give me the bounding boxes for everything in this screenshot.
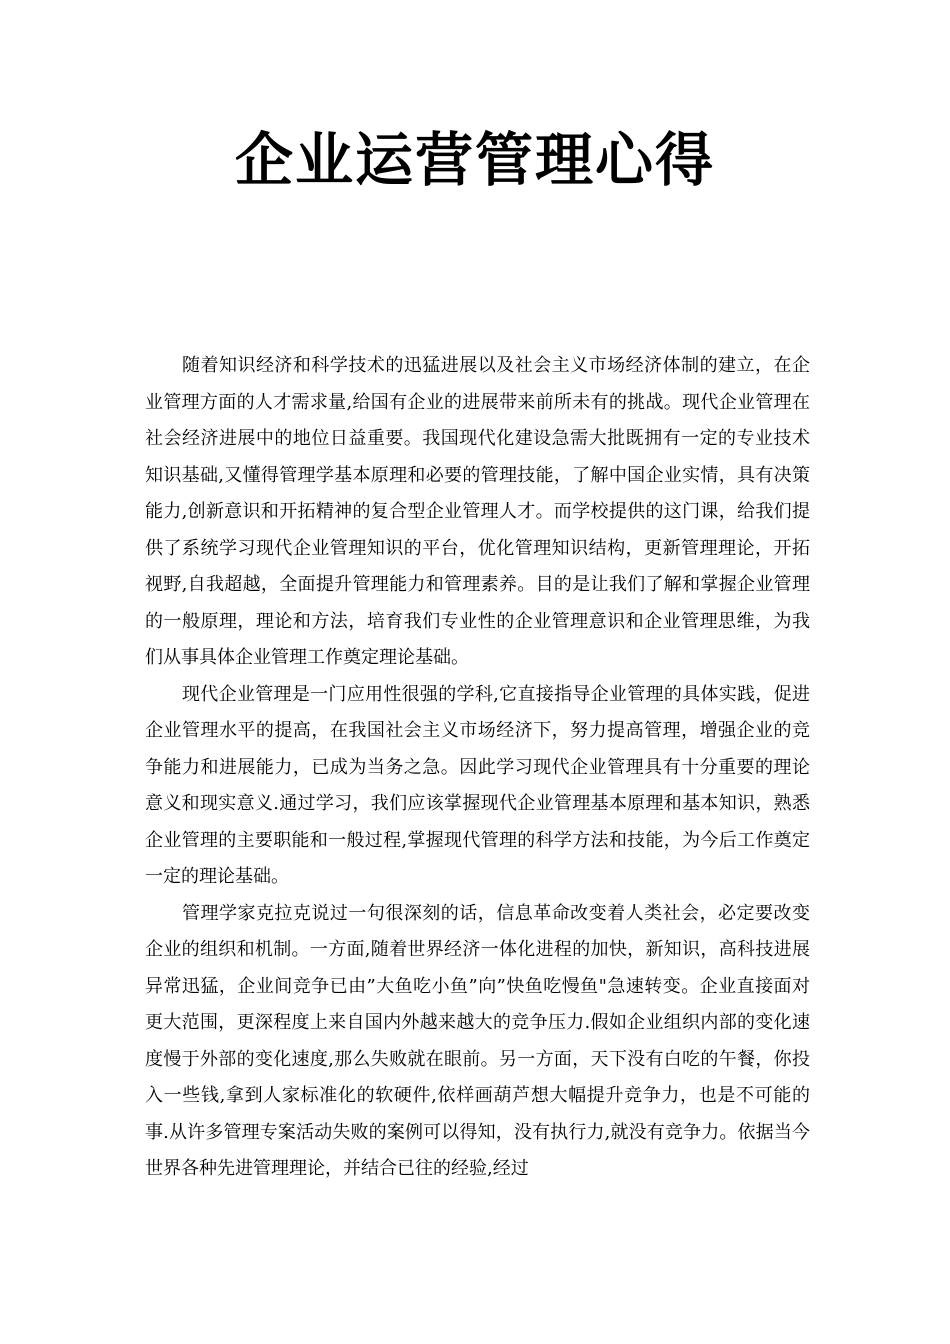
document-title: 企业运营管理心得 [234,126,715,194]
paragraph-3: 管理学家克拉克说过一句很深刻的话，信息革命改变着人类社会，必定要改变企业的组织和机制。一方面,随着世界经济一体化进程的加快，新知识，高科技进展异常迅猛，企业间竞争已由”大鱼吃小鱼”向”快鱼吃慢鱼"急速转变。企业直接面对更大范围，更深程度上来自国内外越来越大的竞争压力.假如企业组织内部的变化速度慢于外部的变化速度,那么失败就在眼前。另一方面，天下没有白吃的午餐，你投入一些钱,拿到人家标准化的软硬件,依样画葫芦想大幅提升竞争力，也是不可能的事.从许多管理专案活动失败的案例可以得知，没有执行力,就没有竞争力。依据当今世界各种先进管理理论，并结合已往的经验,经过 [145,902,810,1179]
paragraph-2: 现代企业管理是一门应用性很强的学科,它直接指导企业管理的具体实践，促进企业管理水平的提高，在我国社会主义市场经济下，努力提高管理，增强企业的竞争能力和进展能力，已成为当务之急。因此学习现代企业管理具有十分重要的理论意义和现实意义.通过学习，我们应该掌握现代企业管理基本原理和基本知识，熟悉企业管理的主要职能和一般过程,掌握现代管理的科学方法和技能，为今后工作奠定一定的理论基础。 [145,683,810,887]
paragraph-1: 随着知识经济和科学技术的迅猛进展以及社会主义市场经济体制的建立，在企业管理方面的人才需求量,给国有企业的进展带来前所未有的挑战。现代企业管理在社会经济进展中的地位日益重要。我国现代化建设急需大批既拥有一定的专业技术知识基础,又懂得管理学基本原理和必要的管理技能，了解中国企业实情，具有决策能力,创新意识和开拓精神的复合型企业管理人才。而学校提供的这门课，给我们提供了系统学习现代企业管理知识的平台，优化管理知识结构，更新管理理论，开拓视野,自我超越，全面提升管理能力和管理素养。目的是让我们了解和掌握企业管理的一般原理，理论和方法，培育我们专业性的企业管理意识和企业管理思维，为我们从事具体企业管理工作奠定理论基础。 [145,355,810,668]
document-body [145,348,810,1188]
